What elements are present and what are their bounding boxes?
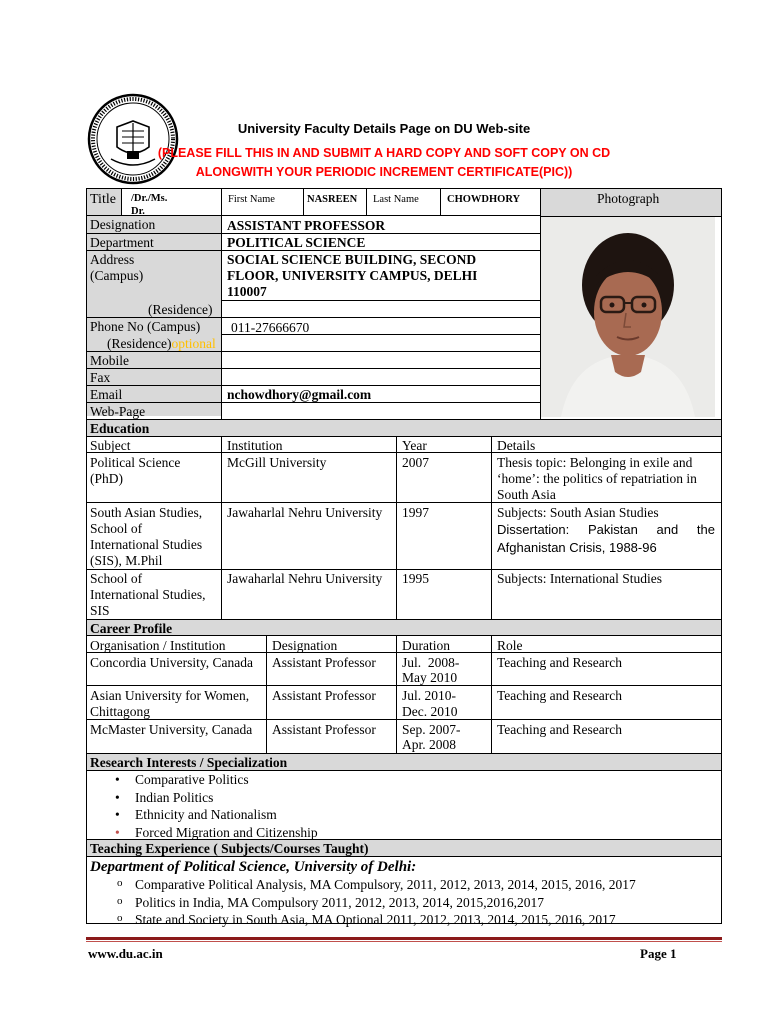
phone-residence-label bbox=[107, 336, 216, 352]
career-row2-designation: Assistant Professor bbox=[272, 688, 376, 703]
education-col-details: Details bbox=[497, 438, 536, 453]
research-item: • Forced Migration and Citizenship bbox=[90, 824, 318, 842]
footer-rule-light bbox=[86, 941, 722, 942]
photograph-label: Photograph bbox=[597, 191, 660, 206]
education-row2-subject-l1: South Asian Studies, bbox=[90, 505, 203, 520]
career-row1-org: Concordia University, Canada bbox=[90, 655, 253, 670]
education-row1-details-l2: ‘home’: the politics of repatriation in bbox=[497, 471, 697, 486]
address-line3: 110007 bbox=[227, 284, 267, 299]
education-col-institution: Institution bbox=[227, 438, 283, 453]
education-row3-subject-l3: SIS bbox=[90, 603, 110, 618]
teaching-institution: Department of Political Science, University of Delhi: bbox=[90, 859, 417, 875]
address-line1: SOCIAL SCIENCE BUILDING, SECOND bbox=[227, 252, 477, 267]
career-row3-duration-l1: Sep. 2007- bbox=[402, 722, 461, 737]
career-row1-role: Teaching and Research bbox=[497, 655, 622, 670]
education-col-year: Year bbox=[402, 438, 427, 453]
title-options: /Dr./Ms. bbox=[131, 193, 168, 204]
education-row1-subject-l1: Political Science bbox=[90, 455, 181, 470]
email-value: nchowdhory@gmail.com bbox=[227, 387, 372, 402]
mobile-label: Mobile bbox=[90, 353, 129, 368]
faculty-photograph bbox=[541, 217, 715, 417]
education-col-subject: Subject bbox=[90, 438, 131, 453]
webpage-label: Web-Page bbox=[90, 404, 146, 419]
course-item: o Comparative Political Analysis, MA Compulsory, 2011, 2012, 2013, 2014, 2015, 2016, 2017 bbox=[90, 876, 636, 894]
email-label: Email bbox=[90, 387, 123, 402]
designation-value: ASSISTANT PROFESSOR bbox=[227, 218, 386, 233]
phone-campus-value: 011-27666670 bbox=[231, 320, 310, 335]
submission-notice-line1: (PLEASE FILL THIS IN AND SUBMIT A HARD COPY AND SOFT COPY ON CD bbox=[157, 146, 611, 160]
last-name-label: Last Name bbox=[373, 194, 419, 205]
phone-campus-label: Phone No (Campus) bbox=[90, 319, 201, 334]
portrait-image bbox=[541, 217, 715, 417]
address-label: Address bbox=[90, 252, 135, 267]
fax-label: Fax bbox=[90, 370, 111, 385]
research-heading: Research Interests / Specialization bbox=[90, 755, 288, 770]
career-row3-org: McMaster University, Canada bbox=[90, 722, 253, 737]
career-row2-org-l1: Asian University for Women, bbox=[90, 688, 250, 703]
first-name-label: First Name bbox=[228, 194, 275, 205]
career-col-role: Role bbox=[497, 638, 523, 653]
education-row3-institution: Jawaharlal Nehru University bbox=[227, 571, 383, 586]
title-value: Dr. bbox=[131, 206, 145, 217]
optional-tag: optional bbox=[171, 336, 216, 351]
career-heading: Career Profile bbox=[90, 621, 173, 636]
education-heading: Education bbox=[90, 421, 150, 436]
education-row1-details-l3: South Asia bbox=[497, 487, 556, 502]
education-row3-subject-l1: School of bbox=[90, 571, 143, 586]
form-title: University Faculty Details Page on DU Web-site bbox=[237, 121, 531, 136]
footer-rule-dark bbox=[86, 937, 722, 940]
footer-website: www.du.ac.in bbox=[88, 946, 163, 961]
phone-residence-text: (Residence) bbox=[107, 336, 172, 351]
department-label: Department bbox=[90, 235, 154, 250]
last-name-value: CHOWDHORY bbox=[447, 194, 521, 205]
first-name-value: NASREEN bbox=[307, 194, 358, 205]
career-col-designation: Designation bbox=[272, 638, 338, 653]
course-item: o State and Society in South Asia, MA Optional 2011, 2012, 2013, 2014, 2015, 2016, 2017 bbox=[90, 911, 636, 929]
address-line2: FLOOR, UNIVERSITY CAMPUS, DELHI bbox=[227, 268, 478, 283]
footer-page-number: Page 1 bbox=[640, 946, 677, 961]
title-label: Title bbox=[90, 192, 116, 207]
career-row1-duration-l1: Jul. 2008- bbox=[402, 655, 460, 670]
course-item: o Politics in India, MA Compulsory 2011, 2012, 2013, 2014, 2015,2016,2017 bbox=[90, 894, 636, 912]
career-row2-duration-l1: Jul. 2010- bbox=[402, 688, 456, 703]
career-row2-role: Teaching and Research bbox=[497, 688, 622, 703]
education-row2-details-l2: Dissertation: Pakistan and the bbox=[497, 522, 715, 537]
education-row2-institution: Jawaharlal Nehru University bbox=[227, 505, 383, 520]
research-item: • Ethnicity and Nationalism bbox=[90, 806, 318, 824]
research-interests-list bbox=[90, 771, 318, 841]
career-col-organisation: Organisation / Institution bbox=[90, 638, 226, 653]
education-row1-subject-l2: (PhD) bbox=[90, 471, 123, 486]
education-row2-subject-l3: International Studies bbox=[90, 537, 203, 552]
department-value: POLITICAL SCIENCE bbox=[227, 235, 366, 250]
career-row1-duration-l2: May 2010 bbox=[402, 670, 458, 685]
education-row3-details: Subjects: International Studies bbox=[497, 571, 662, 586]
teaching-heading: Teaching Experience ( Subjects/Courses Taught) bbox=[90, 841, 369, 856]
education-row2-subject-l4: (SIS), M.Phil bbox=[90, 553, 163, 568]
education-row3-year: 1995 bbox=[402, 571, 429, 586]
submission-notice-line2: ALONGWITH YOUR PERIODIC INCREMENT CERTIFICATE(PIC)) bbox=[195, 165, 573, 179]
address-campus-label: (Campus) bbox=[90, 268, 144, 283]
address-residence-label: (Residence) bbox=[148, 302, 213, 317]
education-row1-institution: McGill University bbox=[227, 455, 327, 470]
education-row2-details-l1: Subjects: South Asian Studies bbox=[497, 505, 659, 520]
research-item: • Indian Politics bbox=[90, 789, 318, 807]
career-row3-role: Teaching and Research bbox=[497, 722, 622, 737]
career-col-duration: Duration bbox=[402, 638, 450, 653]
career-row2-org-l2: Chittagong bbox=[90, 704, 150, 719]
research-item: • Comparative Politics bbox=[90, 771, 318, 789]
education-row1-year: 2007 bbox=[402, 455, 429, 470]
education-row2-year: 1997 bbox=[402, 505, 429, 520]
career-row2-duration-l2: Dec. 2010 bbox=[402, 704, 458, 719]
career-row1-designation: Assistant Professor bbox=[272, 655, 376, 670]
courses-taught-list bbox=[90, 876, 636, 929]
career-row3-duration-l2: Apr. 2008 bbox=[402, 737, 456, 752]
education-row3-subject-l2: International Studies, bbox=[90, 587, 206, 602]
education-row2-details-l3: Afghanistan Crisis, 1988-96 bbox=[497, 540, 657, 555]
education-row1-details-l1: Thesis topic: Belonging in exile and bbox=[497, 455, 693, 470]
education-row2-subject-l2: School of bbox=[90, 521, 143, 536]
designation-label: Designation bbox=[90, 217, 156, 232]
career-row3-designation: Assistant Professor bbox=[272, 722, 376, 737]
